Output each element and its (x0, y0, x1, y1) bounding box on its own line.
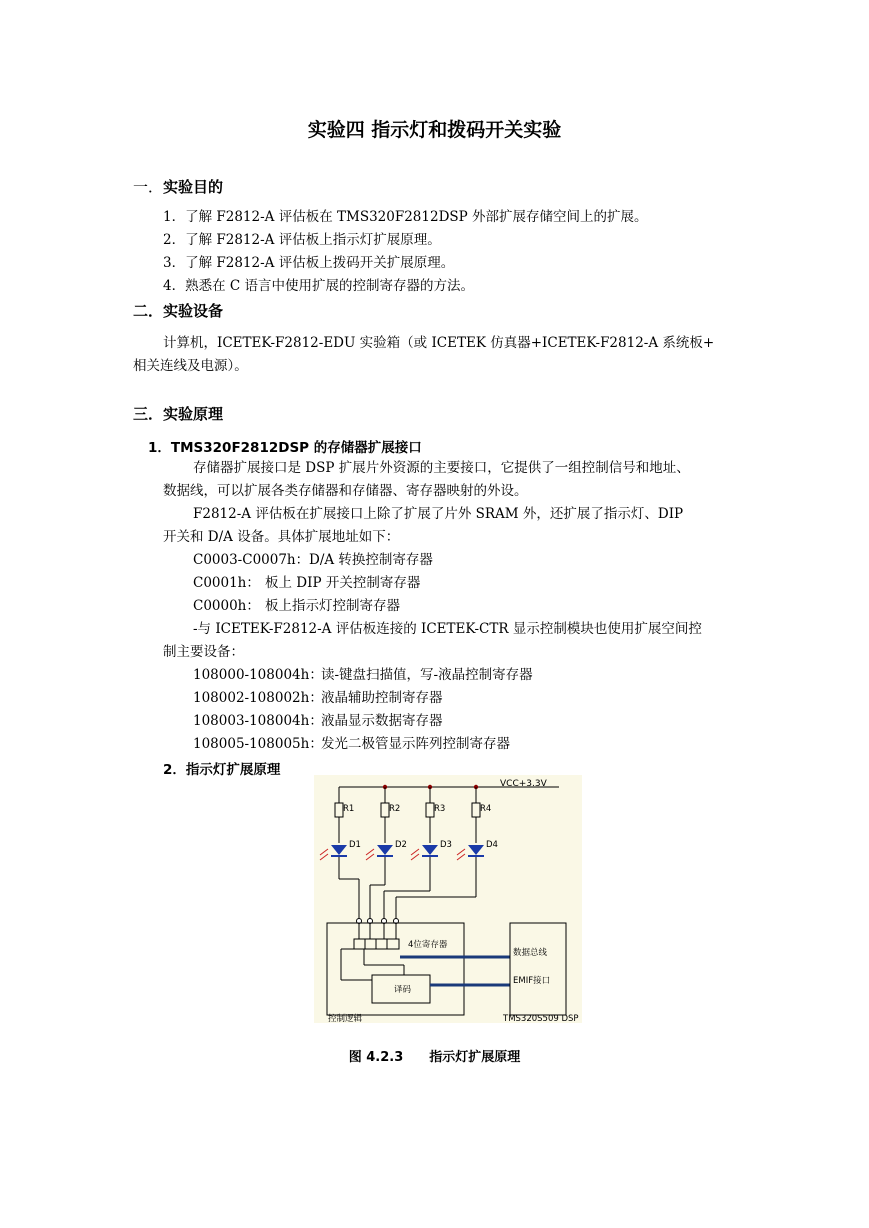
led-d1-label: D1 (349, 840, 361, 850)
objective-item-1: 1．了解 F2812-A 评估板在 TMS320F2812DSP 外部扩展存储空间上的扩展。 (163, 209, 648, 225)
address-row (193, 551, 433, 570)
address-row (193, 712, 443, 731)
extension-para-line-2: 开关和 D/A 设备。具体扩展地址如下： (163, 529, 400, 545)
interface-para-line-2: 数据线，可以扩展各类存储器和存储器、寄存器映射的外设。 (163, 483, 528, 499)
address-description: D/A 转换控制寄存器 (309, 552, 433, 568)
resistor-r3 (426, 803, 434, 817)
resistor-r4-label: R4 (480, 804, 492, 814)
section-1-title: 实验目的 (163, 178, 224, 196)
subsection-1-heading: 1．TMS320F2812DSP 的存储器扩展接口 (148, 440, 422, 456)
address-description: 读-键盘扫描值，写-液晶控制寄存器 (321, 667, 533, 683)
ctr-para-line-1: -与 ICETEK-F2812-A 评估板连接的 ICETEK-CTR 显示控制模块也使用扩展空间控 (193, 621, 702, 637)
dsp-box (510, 923, 566, 1015)
emif-label: EMIF接口 (513, 976, 551, 986)
section-2-heading: 二．实验设备 (133, 302, 224, 320)
resistor-r3-label: R3 (434, 804, 446, 814)
led-d4-emission (457, 854, 465, 860)
vcc-label: VCC+3.3V (500, 779, 547, 789)
led-d2-emission (366, 854, 374, 860)
address-value: 108003-108004h： (193, 713, 323, 729)
address-row (193, 689, 443, 708)
register-cell (365, 939, 376, 949)
objective-item-2: 2．了解 F2812-A 评估板上指示灯扩展原理。 (163, 232, 441, 248)
address-value: 108002-108002h： (193, 690, 323, 706)
register-cell (387, 939, 399, 949)
address-value: C0001h： (193, 575, 260, 591)
led-d4-label: D4 (486, 840, 498, 850)
register-cell (376, 939, 387, 949)
address-row (193, 735, 510, 754)
circuit-svg (314, 775, 582, 1023)
section-1-heading (133, 176, 223, 197)
address-value: C0000h： (193, 598, 260, 614)
led-d2-emission (366, 849, 374, 855)
address-row (193, 666, 533, 685)
address-value: C0003-C0007h： (193, 552, 310, 568)
figure-caption: 图 4.2.3 指示灯扩展原理 (348, 1050, 521, 1065)
address-description: 发光二极管显示阵列控制寄存器 (321, 736, 510, 752)
led-d3-emission (411, 854, 419, 860)
led-d1 (331, 845, 347, 855)
register-cell (354, 939, 365, 949)
resistor-r1-label: R1 (343, 804, 355, 814)
resistor-r2-label: R2 (389, 804, 401, 814)
address-value: 108000-108004h： (193, 667, 323, 683)
subsection-2-heading: 2．指示灯扩展原理 (163, 762, 281, 778)
address-description: 板上 DIP 开关控制寄存器 (265, 575, 421, 591)
address-row (193, 597, 400, 616)
address-description: 液晶辅助控制寄存器 (321, 690, 443, 706)
led-d1-emission (320, 849, 328, 855)
section-3-heading: 三．实验原理 (133, 405, 224, 423)
resistor-r1 (335, 803, 343, 817)
led-d4-emission (457, 849, 465, 855)
dsp-label: TMS320S509 DSP (503, 1014, 579, 1023)
objective-item-3: 3．了解 F2812-A 评估板上拨码开关扩展原理。 (163, 255, 455, 271)
led-d1-emission (320, 854, 328, 860)
objective-item-4: 4．熟悉在 C 语言中使用扩展的控制寄存器的方法。 (163, 278, 475, 294)
resistor-r4 (472, 803, 480, 817)
led-d2 (377, 845, 393, 855)
equipment-line-2: 相关连线及电源）。 (133, 358, 248, 374)
control-logic-label: 控制逻辑 (328, 1014, 363, 1023)
register-label: 4位寄存器 (408, 940, 448, 950)
address-description: 液晶显示数据寄存器 (321, 713, 443, 729)
led-d3-emission (411, 849, 419, 855)
data-bus-label: 数据总线 (513, 948, 548, 958)
led-circuit-diagram (314, 775, 582, 1023)
resistor-r2 (381, 803, 389, 817)
led-d3 (422, 845, 438, 855)
address-row (193, 574, 420, 593)
interface-para-line-1: 存储器扩展接口是 DSP 扩展片外资源的主要接口，它提供了一组控制信号和地址、 (193, 460, 690, 476)
address-description: 板上指示灯控制寄存器 (265, 598, 400, 614)
led-d3-label: D3 (440, 840, 452, 850)
led-d2-label: D2 (395, 840, 407, 850)
ctr-para-line-2: 制主要设备： (163, 644, 244, 660)
led-d4 (468, 845, 484, 855)
extension-para-line-1: F2812-A 评估板在扩展接口上除了扩展了片外 SRAM 外，还扩展了指示灯、DIP (193, 506, 684, 522)
equipment-line-1: 计算机，ICETEK-F2812-EDU 实验箱（或 ICETEK 仿真器+ICETEK-F2812-A 系统板+ (163, 335, 715, 351)
address-value: 108005-108005h： (193, 736, 323, 752)
page-title: 实验四 指示灯和拨码开关实验 (307, 119, 562, 141)
decoder-label: 译码 (394, 985, 412, 995)
section-1-number: 一． (133, 178, 164, 196)
